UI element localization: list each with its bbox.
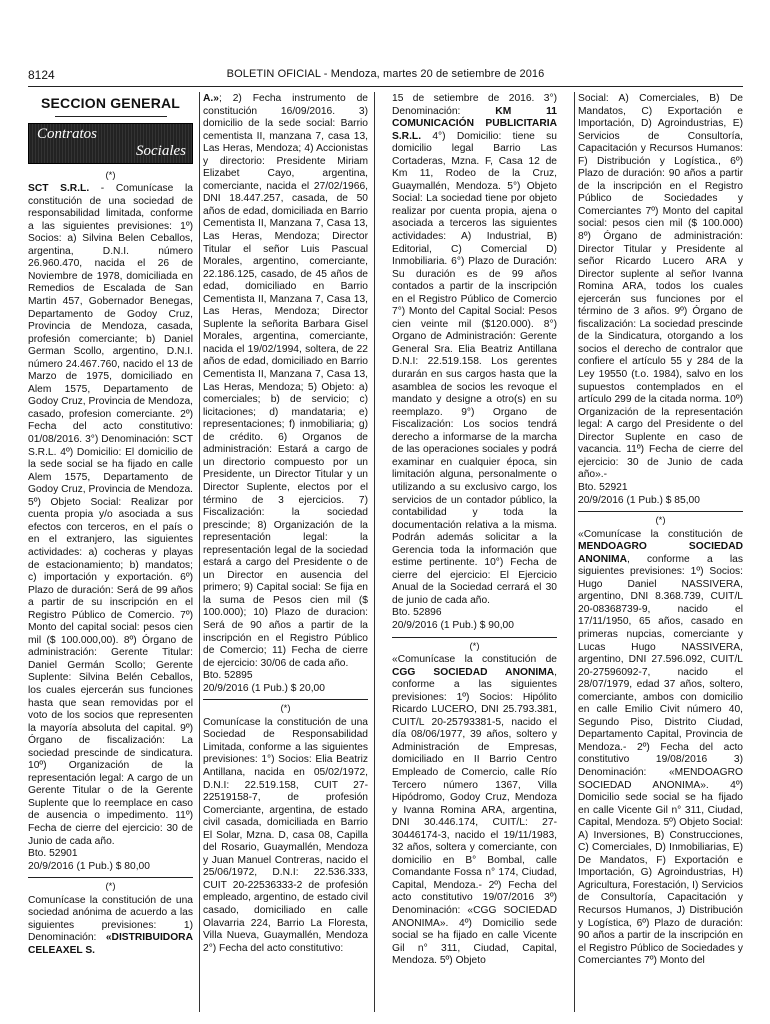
notice-separator	[392, 637, 557, 638]
company-name: CGG SOCIEDAD ANONIMA	[392, 666, 555, 678]
notice-text	[392, 93, 557, 607]
notice-text	[203, 93, 368, 670]
notice-marker: (*)	[469, 640, 480, 652]
notice-marker: (*)	[280, 703, 291, 715]
notice-separator	[28, 877, 193, 878]
publication-info: 20/9/2016 (1 Pub.) $ 85,00	[578, 494, 700, 506]
notice-body: , conforme a las siguientes previsiones: 1º) Socios: Hugo Daniel NASSIVERA, argentino, DNI 8.368.739, CUIT/L 20-08368739-9, nacido el 17/11/1950, 65 años, casado en primeras nupcias, comerciante y Lucas Hugo NASSIVERA, argentino, DNI 27.596.092, CUIT/L 20-27596092-7, nacido el 28/07/1979, edad 37 años, soltero, comerciante, ambos con domicilio en calle Emilio Civit número 40, Segundo Piso, Distrito Ciudad, Departamento Capital, Provincia de Mendoza.- 2º) Fecha del acto constitutivo 19/08/2016 3) Denominación: «MENDOAGRO SOCIEDAD ANONIMA». 4º) Domicilio sede social se ha fijado en calle Vicente Gil n° 311, Ciudad, Capital, Mendoza. 5º) Objeto Social: A) Inversiones, B) Construcciones, C) Comerciales, D) Inmobiliarias, E) De Mandatos, F) Exportación e Importación, G) Agroindustrias, H) Agricultura, Forestación, I) Servicios de Consultoría, Capacitación y Recursos Humanos, J) Distribución y Logística, 6º) Plazo de duración: 90 años a partir de la inscripción en el Registro Público de Sociedades y Comerciantes 7º) Monto del	[578, 553, 743, 967]
banner-line-1: Contratos	[37, 125, 98, 142]
column-4	[578, 93, 743, 1018]
notice-text	[28, 895, 193, 958]
bulletin-number: Bto. 52895	[203, 670, 253, 682]
section-rule	[55, 116, 167, 117]
notice-marker: (*)	[655, 515, 666, 527]
notice-text	[392, 654, 557, 968]
column-3	[392, 93, 557, 1018]
notice-separator	[203, 699, 368, 700]
notice-text: Comunícase la constitución de una Sociedad de Responsabilidad Limitada, conforme a las siguientes previsiones: 1°) Socios: Elia Beatriz Antillana, nacida en 05/02/1972, D.N.I: 22.519.158, CUIT 27-22519158-7, de profesión Comerciante, argentina, de estado civil casada, domiciliada en Barrio El Solar, Mzna. D, casa 08, Capilla del Rosario, Guaymallén, Mendoza y Juan Manuel Contreras, nacido el 25/06/1972, D.N.I: 22.536.333, CUIT 20-22536333-2 de profesión empleado, argentino, de estado civil casado, domiciliado en calle Olavarria 224, Barrio La Floresta, Villa Nueva, Guaymallén, Mendoza 2°) Fecha del acto constitutivo:	[203, 716, 368, 954]
notice-text	[578, 529, 743, 968]
notice-text: Social: A) Comerciales, B) De Mandatos, C) Exportación e Importación, D) Agroindustrias, E) Servicios de Consultoría, Capacitación y Recursos Humanos: F) Distribución y Logística., 6º) Plazo de duración: 90 años a partir de la inscripción en el Registro Público de Sociedades y Comerciantes 7º) Monto del capital social: pesos cien mil ($ 100.000) 8º) Órgano de administración: Director Titular y Presidente al señor Ricardo Lucero ARA y Director suplente al señor Ivanna Romina ARA, todos los cuales ejercerán sus funciones por el término de 3 años. 9º) Órgano de fiscalización: La sociedad prescinde de la Sindicatura, otorgando a los socios el derecho de contralor que confiere el artículo 55 y 284 de la Ley 19550 (t.o. 1984), salvo en los supuestos contemplados en el artículo 299 de la citada norma. 10º) Organización de la representación legal: A cargo del Presidente o del Director Suplente en caso de vacancia. 11º) Fecha de cierre del ejercicio: 30 de Junio de cada año».-	[578, 93, 743, 481]
company-name: MENDOAGRO SOCIEDAD ANONIMA	[578, 541, 743, 565]
notice-marker: (*)	[105, 169, 116, 181]
notice-body: - Comunícase la constitución de una sociedad de responsabilidad limitada, conforme a las siguientes previsiones: 1º) Socios: a) Silvina Belen Ceballos, argentina, D.N.I. número 26.960.470, nacida el 26 de Noviembre de 1978, domiciliada en Remedios de Escalada de San Martin 457, Gobernador Benegas, Departamento de Godoy Cruz, Provincia de Mendoza, casada, profesión comerciante; b) Daniel German Scollo, argentino, D.N.I. número 24.467.760, nacido el 13 de Marzo de 1975, domiciliado en Alem 1575, Departamento de Godoy Cruz, Provincia de Mendoza, casado, profesion comerciante. 2º) Fecha del acto constitutivo: 01/08/2016. 3°) Denominación: SCT S.R.L. 4º) Domicilio: El domicilio de la sede social se ha fijado en calle Alem 1575, Departamento de Godoy Cruz, Provincia de Mendoza. 5º) Objeto Social: Realizar por cuenta propia y/o asociada a sus efectos con terceros, en el país o en el extranjero, las siguientes actividades: a) cocheras y playas de estacionamiento; b) mandatos; c) importación y exportación. 6º) Plazo de duración: Será de 99 años a partir de su inscripción en el Registro Público de Comercio. 7º) Monto del capital social: pesos cien mil ($ 100.000,00). 8º) Órgano de administración: Gerente Titular: Daniel Germán Scollo; Gerente Suplente: Silvina Belén Ceballos, los cuales ejercerán sus funciones hasta que sean removidas por el voto de los socios que representen la mayoría absoluta del capital. 9º) Órgano de fiscalización: La sociedad prescinde de sindicatura. 10º) Organización de la representación legal: A cargo de un Gerente Titular o de la Gerente Suplente que lo reemplace en caso de ausencia o impedimento. 11º) Fecha de cierre del ejercicio: 30 de Junio de cada año.	[28, 183, 193, 847]
section-title: SECCION GENERAL	[40, 95, 181, 111]
publication-title: BOLETIN OFICIAL - Mendoza, martes 20 de setiembre de 2016	[226, 68, 545, 80]
header-rule	[28, 86, 743, 87]
notice-body: Comunícase la constitución de una sociedad anónima de acuerdo a las siguientes previsiones: 1) Denominación:	[28, 894, 193, 944]
publication-info: 20/9/2016 (1 Pub.) $ 90,00	[392, 619, 514, 631]
notice-body: 15 de setiembre de 2016. 3°) Denominación:	[392, 93, 557, 117]
page-number: 8124	[28, 68, 55, 82]
notice-marker: (*)	[105, 881, 116, 893]
notice-body: ; 2) Fecha instrumento de constitución 16/09/2016. 3) domicilio de la sede social: Barrio cementista II, manzana 7, casa 13, Las Heras, Mendoza; 4) Accionistas y directorio: Presidente Miriam Elizabet Cayo, argentina, comerciante, nacida el 27/02/1966, DNI 18.447.257, casada, de 50 años de edad, domiciliada en Barrio Cementista II, Manzana 7, Casa 13, Las Heras, Mendoza; Director Titular el señor Luis Pascual Morales, argentino, comerciante, 22.186.125, casado, de 45 años de edad, domiciliado en Barrio Cementista II, Manzana 7, Casa 13, Las Heras, Mendoza; Director Suplente la señorita Barbara Gisel Morales, argentina, comerciante, nacida el 19/02/1994, soltera, de 22 años de edad, domiciliado en Barrio Cementista II, Manzana 7, Casa 13, Las Heras, Mendoza; 5) Objeto: a) comerciales; b) de servicio; c) licitaciones; d) mandataria; e) representaciones; f) inmobiliaria; g) de crédito. 6) Organos de administración: Estará a cargo de un directorio compuesto por un Presidente, un Director Titular y un Director Suplente, electos por el término de 3 ejercicios. 7) Fiscalización: la sociedad prescinde; 8) Organización de la representación legal: la representación legal de la sociedad estará a cargo del Presidente o de un Director en ausencia del primero; 9) Capital social: Se fija en la suma de Pesos cien mil ($ 100.000); 10) Plazo de duracion: Será de 90 años a partir de la inscripción en el Registro Público de Comercio; 11) Fecha de cierre de ejercicio: 30/06 de cada año.	[203, 93, 368, 669]
column-divider	[374, 92, 375, 1012]
column-2	[203, 93, 368, 1018]
column-1	[28, 93, 193, 1018]
company-name: «DISTRIBUIDORA CELEAXEL S.	[28, 932, 193, 956]
bulletin-number: Bto. 52901	[28, 848, 78, 860]
notice-text	[28, 183, 193, 848]
column-divider	[199, 92, 200, 1012]
column-divider	[574, 92, 575, 1012]
notice-body: 4°) Domicilio: tiene su domicilio legal Barrio Las Cortaderas, Mzna. F, Casa 12 de Km 11, Rodeo de la Cruz, Guaymallén, Mendoza. 5°) Objeto Social: La sociedad tiene por objeto realizar por cuenta propia, ajena o asociada a terceros las siguientes actividades: A) Industrial, B) Editorial, C) Comercial D) Inmobiliaria. 6°) Plazo de Duración: Su duración es de 99 años contados a partir de la inscripción en el Registro Público de Comercio 7°) Monto del Capital Social: Pesos cien veinte mil ($120.000). 8°) Organo de Administración: Gerente General Sra. Elia Beatriz Antillana D.N.I: 22.519.158. Los gerentes durarán en sus cargos hasta que la asamblea de socios les revoque el mandato y designe a otro(s) en su reemplazo. 9°) Organo de Fiscalización: Los socios tendrá derecho a informarse de la marcha de las operaciones sociales y podrá examinar en cualquier época, sin limitación alguna, personalmente o utilizando a su exclusivo cargo, los servicios de un contador público, la contabilidad y toda la documentación relativa a la misma. Podrán además solicitar a la Gerencia toda la información que estime pertinente. 10°) Fecha de cierre del ejercicio: El Ejercicio Anual de la Sociedad cerrará el 30 de junio de cada año.	[392, 130, 557, 606]
publication-info: 20/9/2016 (1 Pub.) $ 80,00	[28, 860, 150, 872]
contratos-sociales-banner	[28, 123, 193, 164]
banner-line-2: Sociales	[136, 142, 186, 159]
company-name: SCT S.R.L.	[28, 183, 90, 195]
company-name: A.»	[203, 93, 219, 104]
page-header	[28, 68, 743, 84]
publication-info: 20/9/2016 (1 Pub.) $ 20,00	[203, 682, 325, 694]
bulletin-number: Bto. 52896	[392, 607, 442, 619]
company-name: KM 11 COMUNICACIÓN PUBLICITARIA S.R.L.	[392, 105, 557, 142]
notice-body: «Comunícase la constitución de	[578, 528, 743, 540]
notice-separator	[578, 511, 743, 512]
bulletin-number: Bto. 52921	[578, 481, 628, 493]
notice-body: «Comunícase la constitución de	[392, 654, 557, 666]
notice-body: , conforme a las siguientes previsiones: 1º) Socios: Hipólito Ricardo LUCERO, DNI 25.793.381, CUIT/L 20-25793381-5, nacido el día 08/06/1977, 39 años, soltero y Administración de Empresas, domiciliado en II Barrio Centro Empleado de Comercio, calle Río Tercero número 1367, Villa Hipódromo, Godoy Cruz, Mendoza y Ivanna Romina ARA, argentina, DNI 30.446.174, CUIT/L: 27-30446174-3, nacido el 19/11/1983, 32 años, soltera y comerciante, con domicilio en B° Bombal, calle Comandante Fossa n° 174, Ciudad, Capital, Mendoza.- 2º) Fecha del acto constitutivo 19/07/2016 3º) Denominación: «CGG SOCIEDAD ANONIMA». 4º) Domicilio sede social se ha fijado en calle Vicente Gil n° 311, Ciudad, Capital, Mendoza. 5º) Objeto	[392, 666, 557, 967]
